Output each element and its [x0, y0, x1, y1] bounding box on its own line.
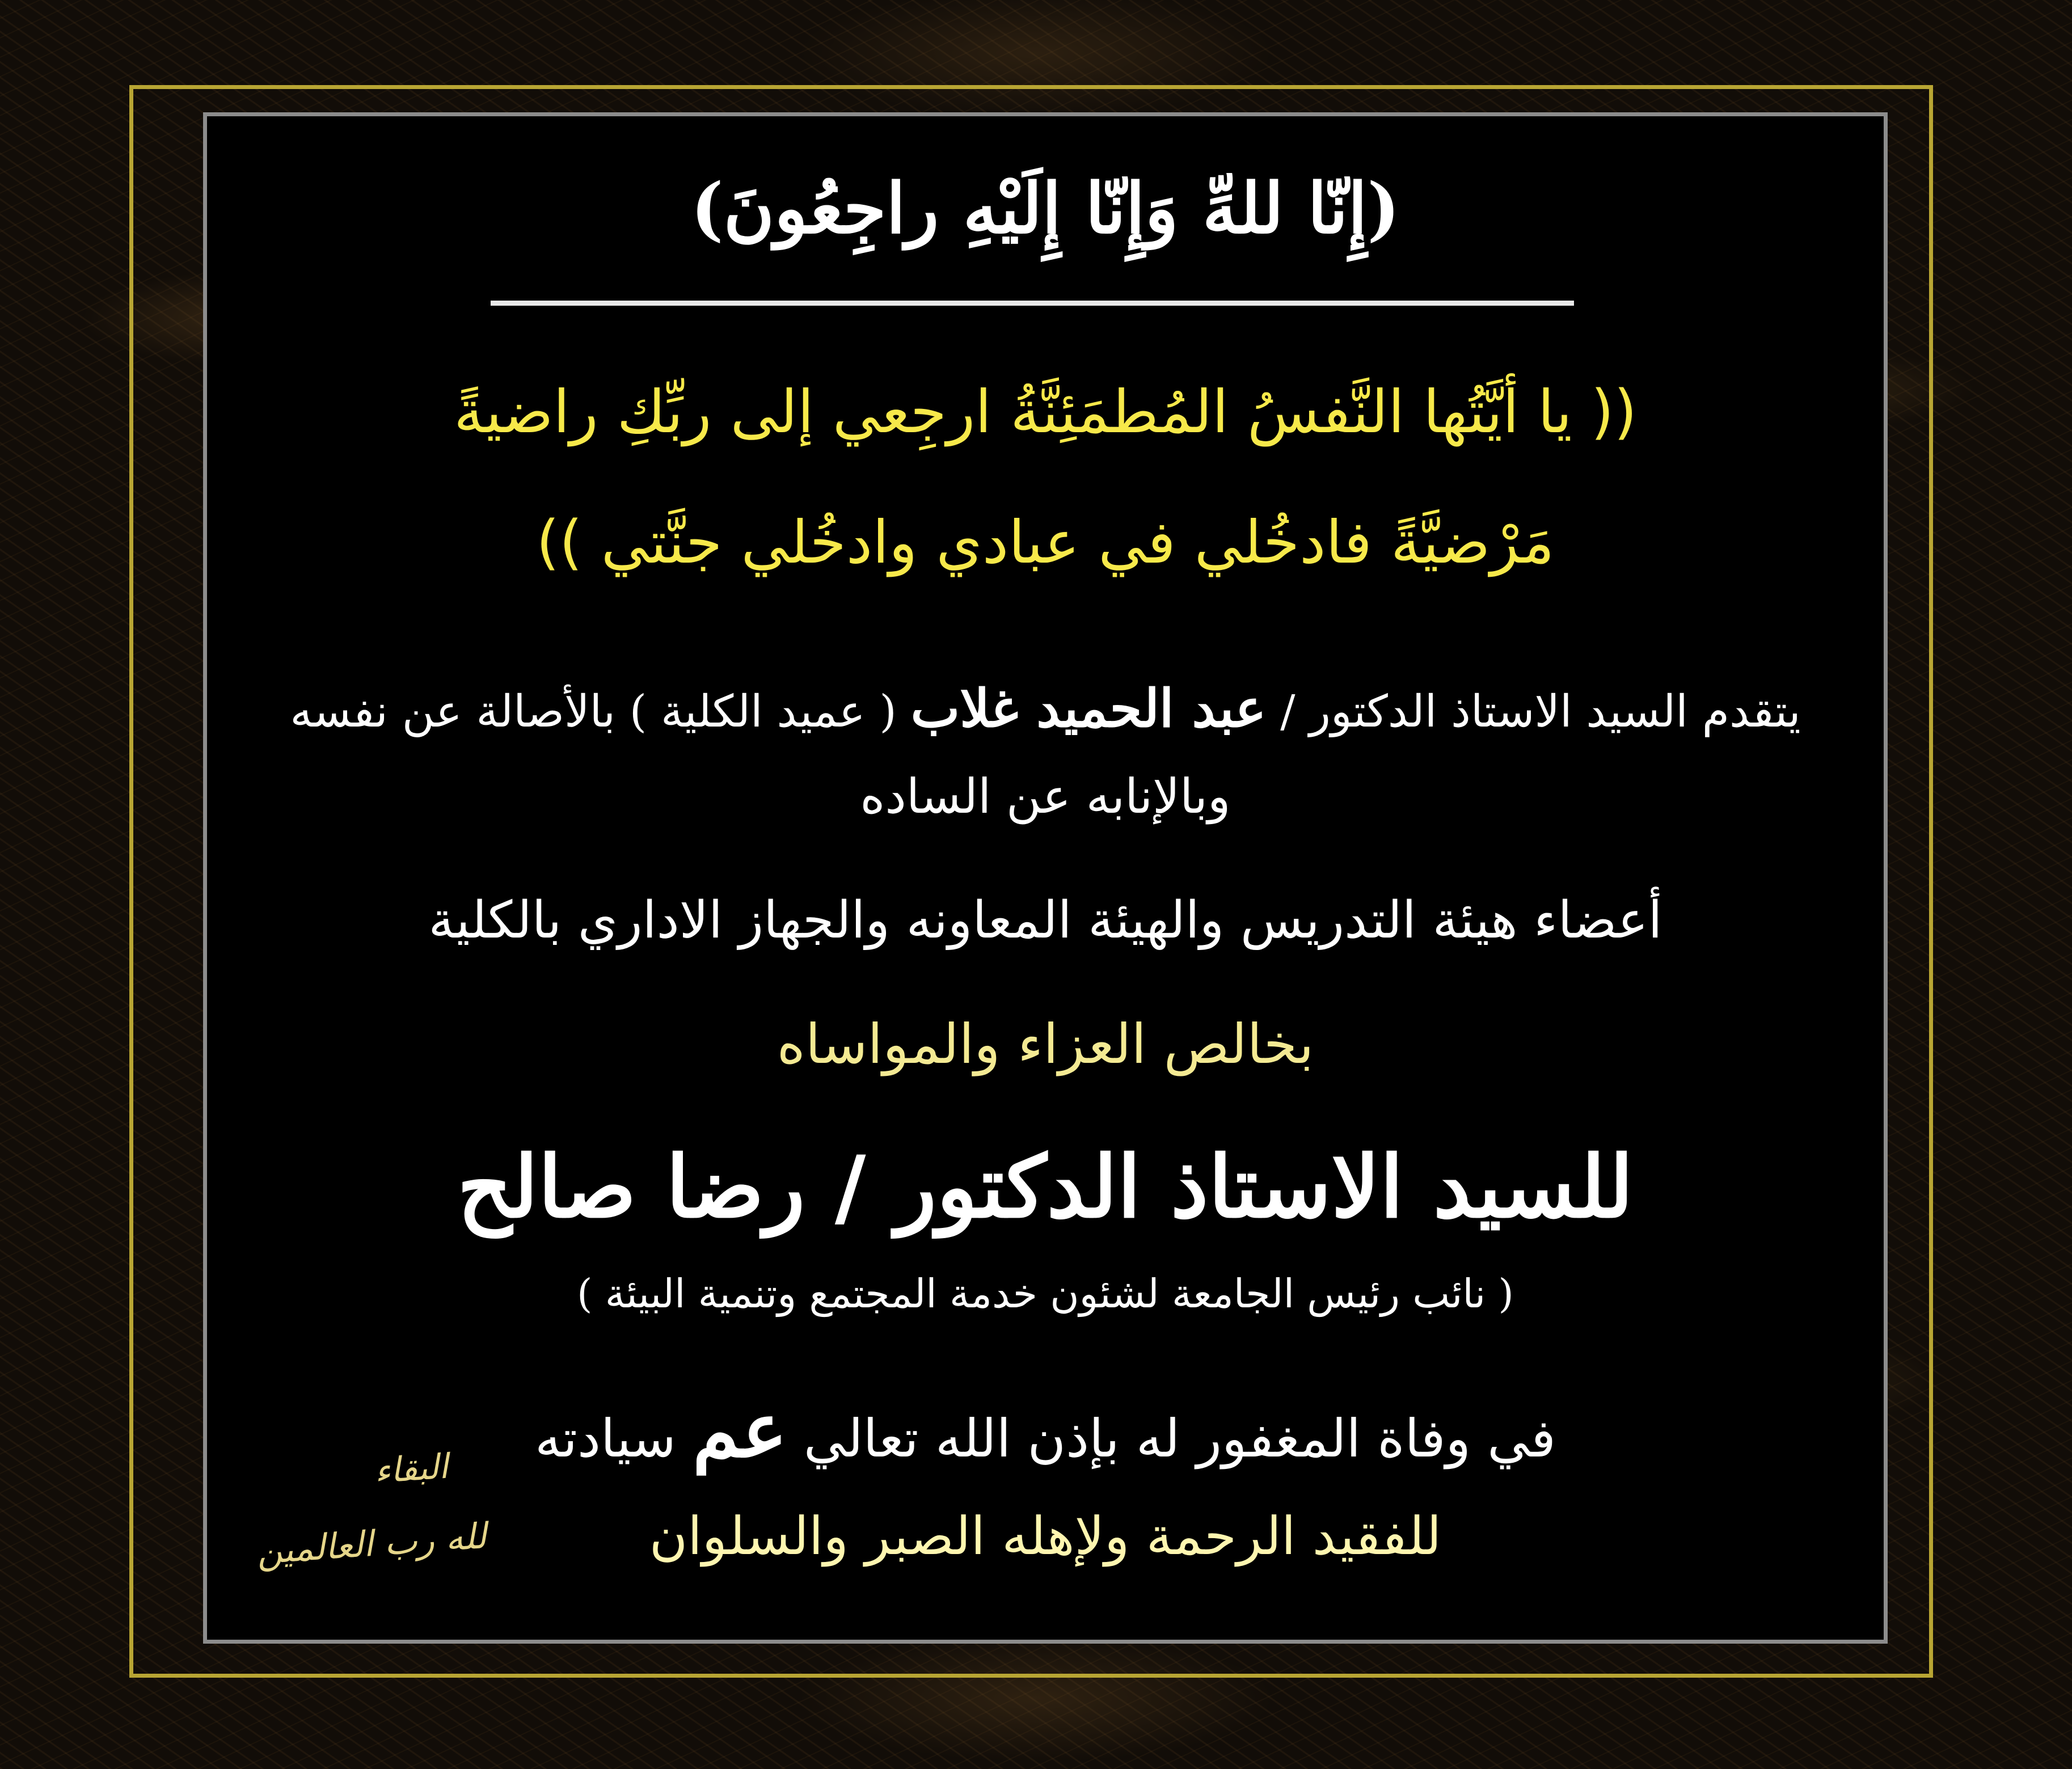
intro-line-2: وبالإنابه عن الساده: [860, 769, 1231, 824]
title-underline: [491, 301, 1574, 306]
staff-line: أعضاء هيئة التدريس والهيئة المعاونه والجهاز الاداري بالكلية: [428, 890, 1662, 950]
intro-line-1: [207, 678, 1884, 739]
intro-prefix: يتقدم السيد الاستاذ الدكتور /: [1266, 686, 1801, 737]
signature-line-2: لله رب العالمين: [255, 1514, 488, 1573]
title-quran-phrase: (إِنّا للهِّ وَإِنّا إِلَيْهِ راجِعُونَ): [690, 167, 1400, 249]
signature-line-1: البقاء: [373, 1446, 450, 1492]
recipient-line: للسيد الاستاذ الدكتور / رضا صالح: [457, 1137, 1634, 1237]
condolence-panel: [203, 112, 1888, 1644]
prayer-line: للفقيد الرحمة ولإهله الصبر والسلوان: [649, 1506, 1442, 1567]
intro-suffix: ( عميد الكلية ) بالأصالة عن نفسه: [290, 686, 911, 737]
relation-word: عم: [693, 1387, 787, 1475]
death-prefix: في وفاة المغفور له بإذن الله تعالي: [787, 1408, 1556, 1469]
verse-line-2: مَرْضيَّةً فادخُلي في عبادي وادخُلي جنَّتي )): [536, 508, 1555, 577]
condolence-line: بخالص العزاء والمواساه: [777, 1012, 1314, 1076]
verse-line-1: (( يا أيَّتُها النَّفسُ المُطمَئِنَّةُ ارجِعي إلى ربِّكِ راضيةً: [454, 377, 1637, 446]
dean-name: عبد الحميد غلاب: [910, 678, 1267, 739]
recipient-role: ( نائب رئيس الجامعة لشئون خدمة المجتمع وتنمية البيئة ): [577, 1270, 1514, 1317]
death-suffix: سيادته: [535, 1408, 693, 1469]
